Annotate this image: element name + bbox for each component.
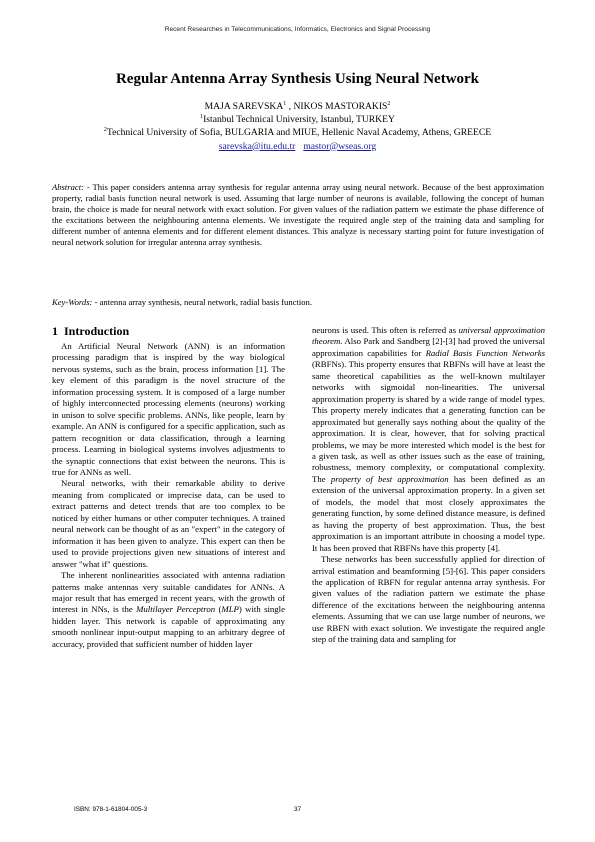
affiliation-sup-1: 1	[200, 114, 204, 121]
italic-term: universal approximation theorem.	[312, 325, 545, 347]
italic-term: property of best approximation	[330, 473, 449, 484]
author-sup-1: 1	[283, 100, 287, 107]
paragraph: These networks has been successfully applied for direction of arrival estimation and beamforming [5]-[6]. This paper considers the application of RBFN for regular antenna array synthesis. For given values of the radiation pattern we estimate the phase difference of the excitations between the neighbouring antenna elements. Assuming that we can use large number of neurons, we use RBFN with exact solution. We investigate the required angle step of the training data and sampling for	[312, 554, 545, 645]
section-title: Introduction	[64, 324, 130, 338]
text-run: (	[215, 604, 222, 615]
email-line	[0, 140, 595, 153]
running-header: Recent Researches in Telecommunications, Informatics, Electronics and Signal Processing	[164, 26, 431, 33]
page-number: 37	[293, 806, 302, 813]
author-sup-2: 2	[387, 100, 391, 107]
text-run: The inherent nonlinearities associated with antenna radiation patterns make antennas very suitable candidates for ANNs. A major result that has emerged in recent years, with the growth of interest in NNs, is the	[52, 570, 285, 615]
keywords	[52, 297, 544, 307]
text-run: ) with single hidden layer. This network is capable of approximating any smooth nonlinear input-output mapping to an arbitrary degree of accuracy, provided that sufficient number of hidden layer	[52, 604, 285, 649]
email-link-1[interactable]: sarevska@itu.edu.tr	[218, 140, 296, 152]
paragraph	[52, 570, 285, 650]
italic-term: MLP	[221, 604, 239, 615]
right-column	[312, 325, 545, 646]
affiliation-text-2: Technical University of Sofia, BULGARIA and MIUE, Hellenic Naval Academy, Athens, GREECE	[106, 127, 492, 139]
left-column	[52, 341, 285, 650]
paragraph: An Artificial Neural Network (ANN) is an information processing paradigm that is inspired by the way biological nervous systems, such as the brain, process information [1]. The key element of this paradigm is the novel structure of the information processing system. It is composed of a large number of highly interconnected processing elements (neurons) working in unison to solve specific problems. ANNs, like people, learn by example. An ANN is configured for a specific application, such as pattern recognition or data classification, through a learning process. Learning in biological systems involves adjustments to the synaptic connections that exist between the neurons. This is true for ANNs as well.	[52, 341, 285, 477]
section-number: 1	[52, 324, 58, 338]
author-names	[0, 100, 595, 113]
text-run: (RBFNs). This property ensures that RBFNs will have at least the same theoretical capabilities as the well-known multilayer networks with sigmoidal non-linearities. The universal approximation property is shared by a wide range of model types. This property merely indicates that a generating function can be approximated but generally says nothing about the quality of the approximation. It is clear, however, that for solving practical problems, we may be more interested which model is the best for a given task, as well as other issues such as the ease of training, robustness, memory complexity, or computational complexity. The	[312, 359, 545, 484]
author-block	[0, 100, 595, 153]
affiliation-text-1: Istanbul Technical University, Istanbul, TURKEY	[203, 114, 395, 126]
italic-term: Multilayer Perceptron	[136, 604, 216, 615]
author-name-1: MAJA SAREVSKA	[204, 101, 284, 112]
abstract-label: Abstract:	[52, 182, 84, 192]
email-link-2[interactable]: mastor@wseas.org	[303, 140, 377, 152]
text-run: Also Park and Sandberg [2]-[3] had proved the universal approximation capabilities for	[312, 336, 545, 358]
keywords-label: Key-Words:	[52, 297, 93, 307]
abstract-text: - This paper considers antenna array synthesis for regular antenna array using neural network. Because of the best approximation property, radial basis function neural network is used. Assuming that large number of neurons is available, following the concept of human brain, the choice is made for neural network with exact solution. For given values of the radiation pattern we estimate the phase difference of the excitations between the neighbouring antenna elements. We investigate the required angle step of the training data and sampling for different number of antenna elements and for different element distances. This analyze is necessary starting point for future investigation of neural network solution for irregular antenna array synthesis.	[52, 182, 544, 247]
affiliation-1	[0, 113, 595, 126]
affiliation-sup-2: 2	[103, 127, 107, 134]
text-run: has been defined as an extension of the universal approximation property. In a given set of models, the model that most closely approximates the generating function, by some defined distance measure, is defined as having the property of best approximation. Thus, the best approximation is an important attribute in choosing a model type. It has been proved that RBFNs have this property [4].	[312, 473, 545, 553]
paragraph: Neural networks, with their remarkable ability to derive meaning from complicated or imprecise data, can be used to extract patterns and detect trends that are too complex to be noticed by either humans or other computer techniques. A trained neural network can be thought of as an "expert" in the category of information it has been given to analyze. This expert can then be used to provide projections given new situations of interest and answer "what if" questions.	[52, 478, 285, 569]
affiliation-2	[0, 126, 595, 139]
paragraph	[312, 325, 545, 554]
paper-title: Regular Antenna Array Synthesis Using Neural Network	[115, 71, 480, 87]
footer-isbn: ISBN: 978-1-61804-005-3	[74, 806, 148, 813]
italic-term: Radial Basis Function Networks	[425, 347, 545, 358]
abstract	[52, 182, 544, 247]
text-run: neurons is used. This often is referred as	[312, 325, 459, 335]
author-name-2: , NIKOS MASTORAKIS	[286, 101, 388, 112]
section-heading	[52, 324, 129, 339]
keywords-text: - antenna array synthesis, neural network, radial basis function.	[92, 297, 312, 307]
